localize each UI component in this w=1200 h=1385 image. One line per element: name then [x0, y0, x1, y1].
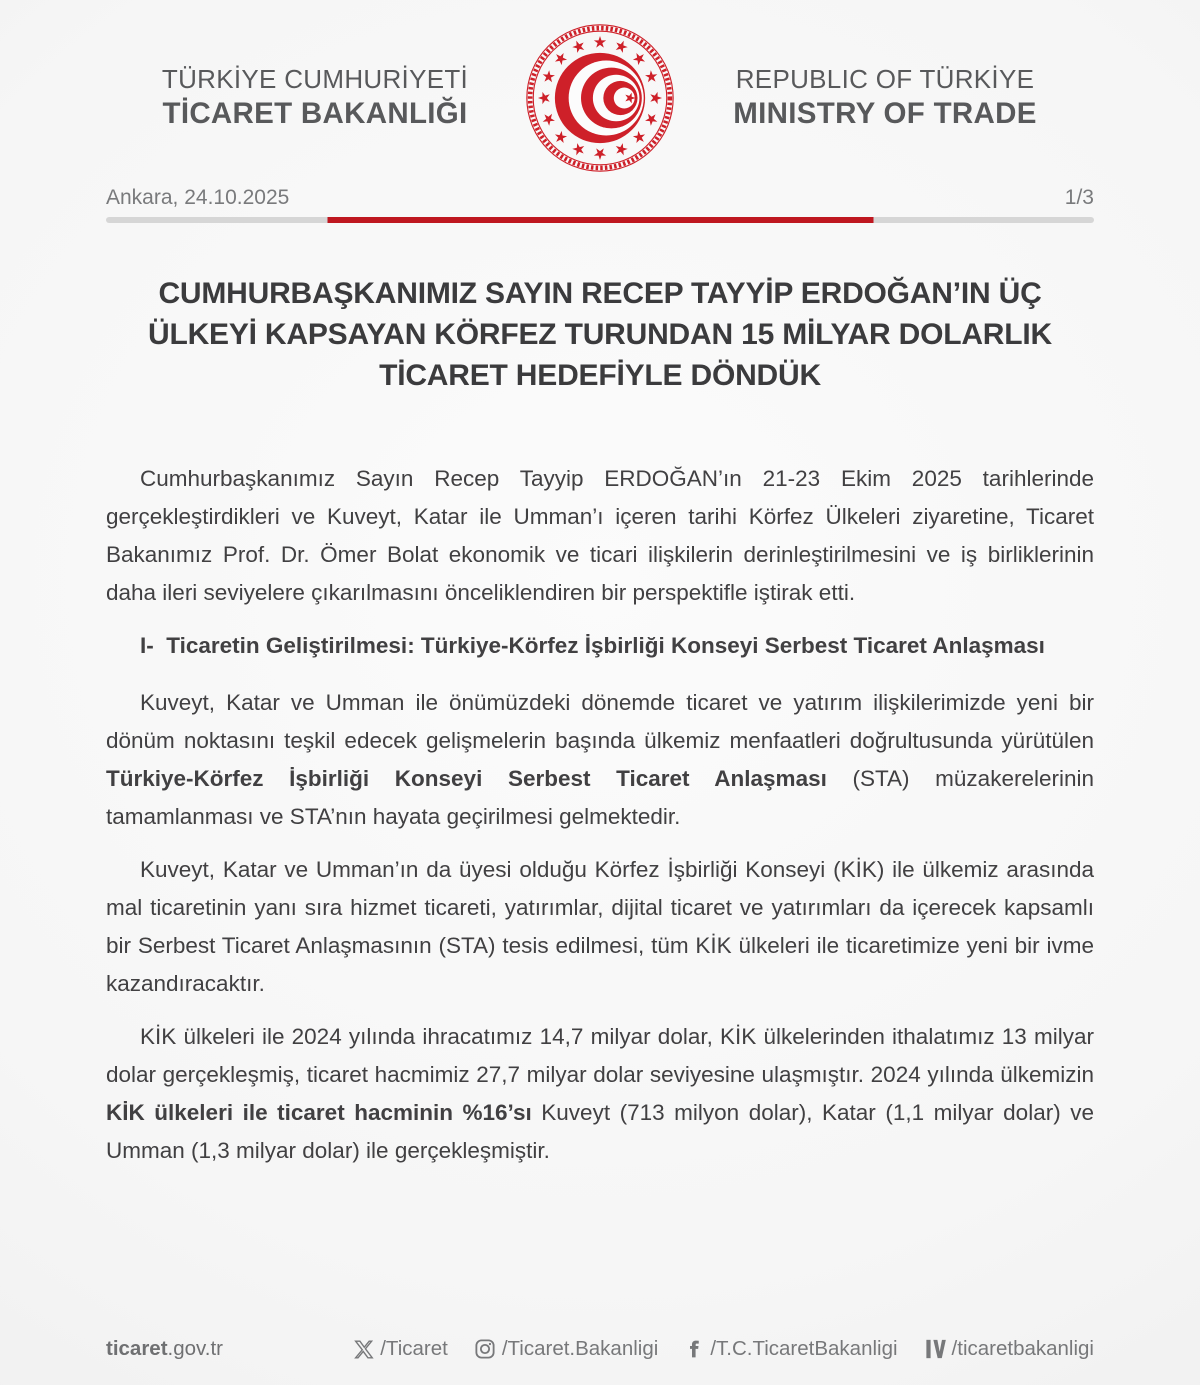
press-release-body	[106, 460, 1094, 1170]
header	[106, 0, 1094, 174]
facebook-icon	[684, 1339, 704, 1359]
social-handle: /T.C.TicaretBakanligi	[710, 1337, 898, 1360]
paragraph-2-text: Kuveyt, Katar ve Umman ile önümüzdeki dönemde ticaret ve yatırım ilişkilerimizde yeni bir dönüm noktasını teşkil edecek gelişmelerin başında ülkemiz menfaatleri doğrultusunda yürütülen	[106, 690, 1094, 754]
dateline: Ankara, 24.10.2025	[106, 186, 290, 209]
header-divider-line	[106, 217, 1094, 223]
x-icon	[353, 1339, 374, 1360]
org-en-line2: MINISTRY OF TRADE	[733, 96, 1037, 130]
website-bold-part: ticaret	[106, 1337, 168, 1360]
ministry-of-trade-emblem-icon	[524, 22, 676, 174]
page-number: 1/3	[1064, 186, 1094, 209]
website-link[interactable]	[106, 1337, 223, 1361]
org-title-english	[676, 64, 1094, 132]
social-link-instagram[interactable]	[474, 1337, 658, 1361]
social-link-facebook[interactable]	[684, 1337, 897, 1361]
section-heading-1: I- Ticaretin Geliştirilmesi: Türkiye-Körfez İşbirliği Konseyi Serbest Ticaret Anlaşması	[140, 633, 1045, 659]
org-tr-line2: TİCARET BAKANLIĞI	[162, 96, 468, 130]
social-handle: /Ticaret.Bakanligi	[501, 1337, 659, 1360]
paragraph-4-text-end: Kuveyt (713 milyon dolar), Katar (1,1 milyar dolar) ve Umman (1,3 milyar dolar) ile gerçekleşmiştir.	[106, 1100, 1094, 1164]
social-links	[353, 1337, 1094, 1361]
paragraph-1: Cumhurbaşkanımız Sayın Recep Tayyip ERDOĞAN’ın 21-23 Ekim 2025 tarihlerinde gerçekleştirdikleri ve Kuveyt, Katar ile Umman’ı içeren tarihi Körfez Ülkeleri ziyaretine, Ticaret Bakanımız Prof. Dr. Ömer Bolat ekonomik ve ticari ilişkilerin derinleştirilmesini ve iş birliklerinin daha ileri seviyelere çıkarılmasını önceliklendiren bir perspektifle iştirak etti.	[106, 466, 1094, 606]
paragraph-4-text: KİK ülkeleri ile 2024 yılında ihracatımız 14,7 milyar dolar, KİK ülkelerinden ithalatımız 13 milyar dolar gerçekleşmiş, ticaret hacmimiz 27,7 milyar dolar seviyesine ulaşmıştır. 2024 yılında ülkemizin	[106, 1024, 1094, 1088]
org-tr-line1: TÜRKİYE CUMHURİYETİ	[161, 64, 469, 95]
paragraph-4-bold: KİK ülkeleri ile ticaret hacminin %16’sı	[106, 1100, 532, 1126]
social-handle: /ticaretbakanligi	[951, 1337, 1094, 1360]
org-en-line1: REPUBLIC OF TÜRKİYE	[735, 64, 1035, 95]
social-handle: /Ticaret	[380, 1337, 448, 1360]
paragraph-2-text-end: (STA) müzakerelerinin tamamlanması ve STA’nın hayata geçirilmesi gelmektedir.	[106, 766, 1094, 830]
social-link-nsosyal[interactable]	[924, 1337, 1094, 1361]
instagram-icon	[474, 1338, 496, 1360]
website-rest-part: .gov.tr	[167, 1337, 223, 1360]
social-link-x[interactable]	[353, 1337, 448, 1361]
paragraph-2	[106, 684, 1094, 836]
paragraph-2-bold: Türkiye-Körfez İşbirliği Konseyi Serbest Ticaret Anlaşması	[106, 766, 827, 792]
paragraph-3: Kuveyt, Katar ve Umman’ın da üyesi olduğu Körfez İşbirliği Konseyi (KİK) ile ülkemiz arasında mal ticaretinin yanı sıra hizmet ticareti, yatırımlar, dijital ticaret ve yatırımları da içerecek kapsamlı bir Serbest Ticaret Anlaşmasının (STA) tesis edilmesi, tüm KİK ülkeleri ile ticaretimize yeni bir ivme kazandıracaktır.	[106, 857, 1094, 997]
nsosyal-icon	[924, 1338, 946, 1360]
footer	[106, 1337, 1094, 1361]
paragraph-4	[106, 1018, 1094, 1170]
press-release-title: CUMHURBAŞKANIMIZ SAYIN RECEP TAYYİP ERDOĞAN’IN ÜÇ ÜLKEYİ KAPSAYAN KÖRFEZ TURUNDAN 15 MİLYAR DOLARLIK TİCARET HEDEFİYLE DÖNDÜK	[147, 277, 1052, 393]
org-title-turkish	[106, 64, 524, 132]
